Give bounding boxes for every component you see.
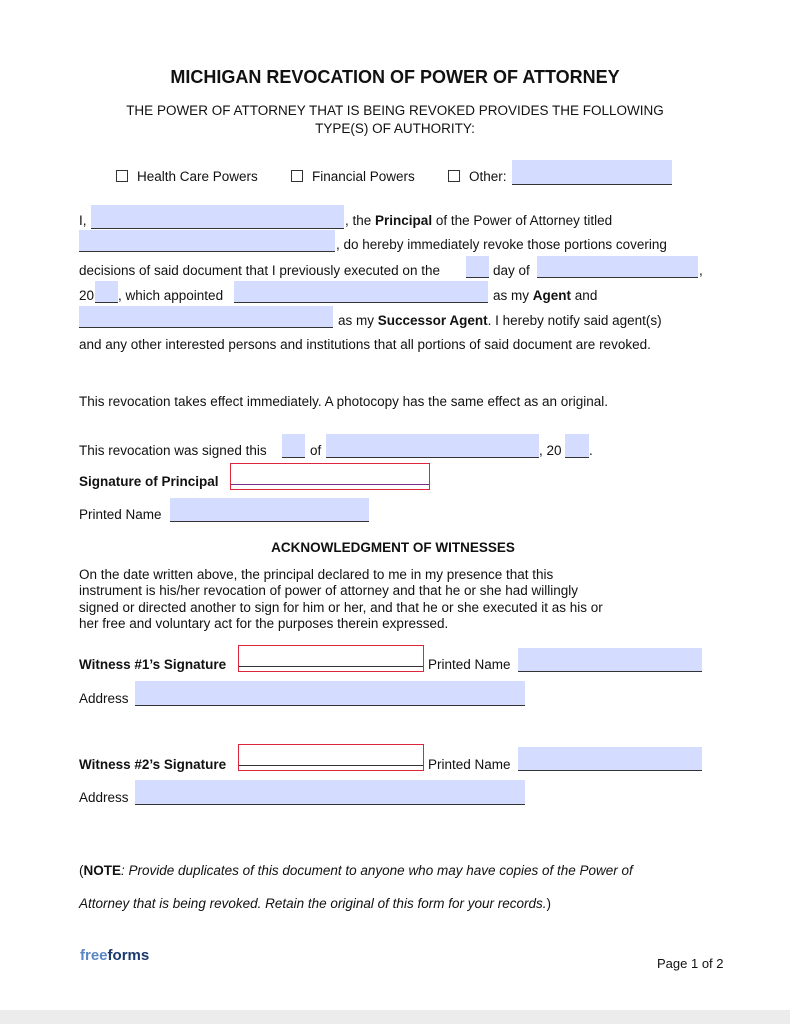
witnesses-paragraph-line2: instrument is his/her revocation of power of attorney and that he or she had willingly: [79, 583, 579, 598]
body-i: I,: [79, 213, 87, 228]
poa-title-field[interactable]: [79, 230, 335, 252]
other-checkbox[interactable]: [448, 170, 460, 182]
witness2-address-field[interactable]: [135, 780, 525, 805]
financial-powers-label: Financial Powers: [312, 169, 415, 184]
note-close-paren: ): [546, 896, 551, 911]
signed-day-field[interactable]: [282, 434, 305, 458]
principal-signature-label: Signature of Principal: [79, 474, 219, 489]
viewer-background: [0, 1010, 790, 1024]
witness2-printed-name-field[interactable]: [518, 747, 702, 771]
page-number: Page 1 of 2: [657, 956, 724, 971]
witness1-printed-name-label: Printed Name: [428, 657, 511, 672]
principal-printed-name-field[interactable]: [170, 498, 369, 522]
body-the: , the: [345, 213, 372, 228]
effect-statement: This revocation takes effect immediately. A photocopy has the same effect as an original.: [79, 394, 609, 409]
witnesses-paragraph-line3: signed or directed another to sign for him or her, and that he or she executed it as his or: [79, 600, 603, 615]
successor-agent-term: Successor Agent: [377, 313, 488, 328]
successor-agent-name-field[interactable]: [79, 306, 333, 328]
body-agent-line: [493, 288, 597, 304]
witness2-printed-name-label: Printed Name: [428, 757, 511, 772]
witness1-address-field[interactable]: [135, 681, 525, 706]
body-successor-line: [338, 313, 662, 329]
principal-printed-name-label: Printed Name: [79, 507, 162, 522]
body-20: 20: [79, 288, 95, 303]
signed-month-field[interactable]: [326, 434, 539, 458]
witnesses-paragraph-line4: her free and voluntary act for the purposes therein expressed.: [79, 616, 449, 631]
health-care-powers-checkbox[interactable]: [116, 170, 128, 182]
body-line1: [345, 213, 612, 229]
signed-year-field[interactable]: [565, 434, 589, 458]
signed-period: .: [589, 443, 593, 458]
witnesses-paragraph-line1: On the date written above, the principal declared to me in my presence that this: [79, 567, 554, 582]
witnesses-heading: ACKNOWLEDGMENT OF WITNESSES: [271, 540, 515, 555]
body-line2: , do hereby immediately revoke those portions covering: [336, 237, 667, 252]
witness1-signature-field[interactable]: [238, 645, 424, 672]
document-subtitle-line1: THE POWER OF ATTORNEY THAT IS BEING REVOKED PROVIDES THE FOLLOWING: [126, 103, 664, 118]
body-titled: of the Power of Attorney titled: [435, 213, 613, 228]
document-subtitle-line2: TYPE(S) OF AUTHORITY:: [315, 121, 475, 136]
witness2-address-label: Address: [79, 790, 129, 805]
agent-term: Agent: [532, 288, 572, 303]
body-as-my: as my: [493, 288, 530, 303]
document-title: MICHIGAN REVOCATION OF POWER OF ATTORNEY: [170, 67, 620, 87]
note-line1: [79, 863, 633, 879]
other-label: Other:: [469, 169, 507, 184]
note-label: NOTE: [83, 863, 122, 878]
signed-20-label: , 20: [539, 443, 562, 458]
body-notify: . I hereby notify said agent(s): [487, 313, 662, 328]
executed-year-field[interactable]: [95, 281, 118, 303]
financial-powers-checkbox[interactable]: [291, 170, 303, 182]
logo-forms: forms: [107, 947, 150, 964]
signed-of-label: of: [310, 443, 322, 458]
body-line3-start: decisions of said document that I previously executed on the: [79, 263, 440, 278]
body-line6: and any other interested persons and institutions that all portions of said document are revoked.: [79, 337, 651, 352]
signed-this-label: This revocation was signed this: [79, 443, 267, 458]
principal-signature-field[interactable]: [230, 463, 430, 490]
body-and: and: [574, 288, 598, 303]
witness1-address-label: Address: [79, 691, 129, 706]
witness1-signature-label: Witness #1’s Signature: [79, 657, 227, 672]
witness2-signature-field[interactable]: [238, 744, 424, 771]
logo-free: free: [80, 947, 108, 964]
executed-day-field[interactable]: [466, 256, 489, 278]
witness2-signature-label: Witness #2’s Signature: [79, 757, 227, 772]
witness1-printed-name-field[interactable]: [518, 648, 702, 672]
freeforms-logo: [80, 948, 149, 964]
other-authority-field[interactable]: [512, 160, 672, 185]
note-line2: [79, 896, 551, 912]
note-open-paren: (: [79, 863, 84, 878]
body-day-of: day of: [493, 263, 530, 278]
principal-term: Principal: [375, 213, 433, 228]
principal-name-field[interactable]: [91, 205, 344, 229]
body-comma: ,: [699, 263, 703, 278]
body-which-appointed: , which appointed: [118, 288, 224, 303]
agent-name-field[interactable]: [234, 281, 488, 303]
note-text-line2: Attorney that is being revoked. Retain the original of this form for your records.: [79, 896, 547, 911]
executed-month-field[interactable]: [537, 256, 698, 278]
body-as-my-2: as my: [338, 313, 375, 328]
note-text-line1: : Provide duplicates of this document to anyone who may have copies of the Power of: [121, 863, 633, 878]
health-care-powers-label: Health Care Powers: [137, 169, 258, 184]
